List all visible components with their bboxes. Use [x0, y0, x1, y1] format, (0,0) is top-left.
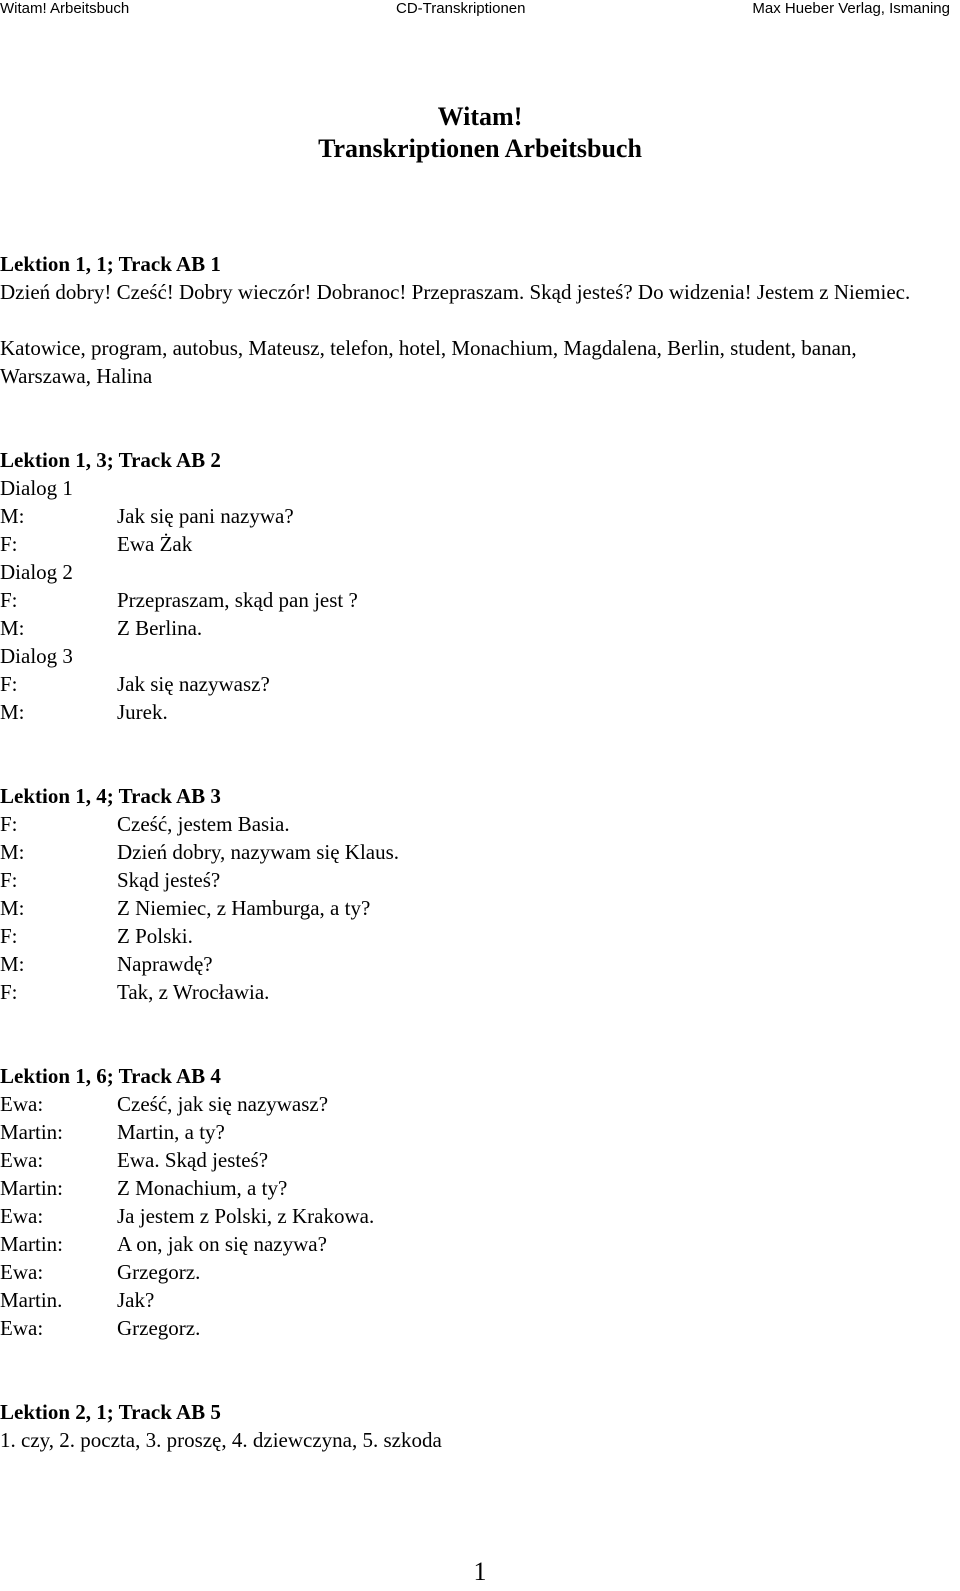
speaker-label: F: [0, 532, 18, 556]
dialog-line [0, 1314, 948, 1342]
speaker-label: Ewa: [0, 1260, 44, 1284]
paragraph-greetings: Dzień dobry! Cześć! Dobry wieczór! Dobranoc! Przepraszam. Skąd jesteś? Do widzenia! Jestem z Niemiec. [0, 280, 911, 304]
running-header [0, 0, 960, 18]
dialog-line [0, 1202, 948, 1230]
section-heading: Lektion 2, 1; Track AB 5 [0, 1400, 221, 1424]
dialog-text: Skąd jesteś? [117, 868, 221, 892]
dialog-line [0, 1230, 948, 1258]
dialog-text: Ewa Żak [117, 532, 193, 556]
dialog-line [0, 586, 948, 614]
dialog-text: Z Polski. [117, 924, 193, 948]
dialog-line [0, 614, 948, 642]
dialog-text: Grzegorz. [117, 1260, 201, 1284]
dialog-line [0, 1090, 948, 1118]
speaker-label: Martin. [0, 1288, 63, 1312]
paragraph-words: Katowice, program, autobus, Mateusz, telefon, hotel, Monachium, Magdalena, Berlin, student, banan, Warszawa, Halina [0, 336, 857, 388]
document-title [0, 101, 960, 165]
section-gap [0, 390, 948, 446]
speaker-label: Martin: [0, 1176, 63, 1200]
dialog-text: Jak się nazywasz? [117, 672, 270, 696]
dialog-text: Tak, z Wrocławia. [117, 980, 270, 1004]
dialog-text: Dzień dobry, nazywam się Klaus. [117, 840, 400, 864]
section-heading: Lektion 1, 1; Track AB 1 [0, 252, 221, 276]
section-gap [0, 1342, 948, 1398]
section-lektion-1-1 [0, 250, 948, 390]
dialog-text: Naprawdę? [117, 952, 213, 976]
speaker-label: Martin: [0, 1232, 63, 1256]
dialog-text: Ewa. Skąd jesteś? [117, 1148, 269, 1172]
transcript-content [0, 250, 948, 1454]
speaker-label: M: [0, 952, 25, 976]
dialog-line [0, 894, 948, 922]
dialog-text: Martin, a ty? [117, 1120, 225, 1144]
word-list: 1. czy, 2. poczta, 3. proszę, 4. dziewczyna, 5. szkoda [0, 1428, 442, 1452]
dialog-line [0, 698, 948, 726]
speaker-label: F: [0, 672, 18, 696]
dialog-text: Z Berlina. [117, 616, 203, 640]
dialog-text: Jak? [117, 1288, 155, 1312]
dialog-line [0, 670, 948, 698]
dialog-text: Z Niemiec, z Hamburga, a ty? [117, 896, 371, 920]
dialog-line [0, 1258, 948, 1286]
dialog-line [0, 1118, 948, 1146]
speaker-label: F: [0, 980, 18, 1004]
page-number: 1 [473, 1557, 487, 1586]
dialog-line [0, 530, 948, 558]
speaker-label: Martin: [0, 1120, 63, 1144]
section-lektion-1-6 [0, 1062, 948, 1342]
speaker-label: M: [0, 616, 25, 640]
dialog-label: Dialog 2 [0, 560, 73, 584]
speaker-label: F: [0, 588, 18, 612]
dialog-text: Jurek. [117, 700, 168, 724]
paragraph-gap [0, 306, 948, 334]
dialog-text: A on, jak on się nazywa? [117, 1232, 327, 1256]
title-line-1: Witam! [437, 102, 523, 131]
dialog-line [0, 502, 948, 530]
dialog-line [0, 866, 948, 894]
speaker-label: Ewa: [0, 1148, 44, 1172]
section-heading: Lektion 1, 3; Track AB 2 [0, 448, 221, 472]
speaker-label: Ewa: [0, 1316, 44, 1340]
speaker-label: M: [0, 504, 25, 528]
dialog-line [0, 950, 948, 978]
section-lektion-1-3 [0, 446, 948, 726]
dialog-label: Dialog 1 [0, 476, 73, 500]
dialog-text: Cześć, jak się nazywasz? [117, 1092, 329, 1116]
dialog-line [0, 810, 948, 838]
section-lektion-2-1 [0, 1398, 948, 1454]
dialog-line [0, 1146, 948, 1174]
dialog-line [0, 922, 948, 950]
header-section-title: CD-Transkriptionen [396, 0, 526, 17]
speaker-label: Ewa: [0, 1204, 44, 1228]
header-book-title: Witam! Arbeitsbuch [0, 0, 130, 17]
speaker-label: F: [0, 812, 18, 836]
dialog-line [0, 978, 948, 1006]
dialog-label: Dialog 3 [0, 644, 73, 668]
section-heading: Lektion 1, 4; Track AB 3 [0, 784, 221, 808]
dialog-line [0, 1174, 948, 1202]
speaker-label: M: [0, 896, 25, 920]
section-gap [0, 1006, 948, 1062]
dialog-text: Przepraszam, skąd pan jest ? [117, 588, 358, 612]
section-gap [0, 726, 948, 782]
dialog-text: Jak się pani nazywa? [117, 504, 294, 528]
header-publisher: Max Hueber Verlag, Ismaning [752, 0, 950, 17]
speaker-label: M: [0, 700, 25, 724]
dialog-text: Grzegorz. [117, 1316, 201, 1340]
title-line-2: Transkriptionen Arbeitsbuch [318, 134, 642, 163]
dialog-text: Ja jestem z Polski, z Krakowa. [117, 1204, 375, 1228]
dialog-text: Cześć, jestem Basia. [117, 812, 290, 836]
speaker-label: Ewa: [0, 1092, 44, 1116]
dialog-text: Z Monachium, a ty? [117, 1176, 288, 1200]
speaker-label: M: [0, 840, 25, 864]
speaker-label: F: [0, 924, 18, 948]
dialog-line [0, 838, 948, 866]
section-heading: Lektion 1, 6; Track AB 4 [0, 1064, 221, 1088]
section-lektion-1-4 [0, 782, 948, 1006]
speaker-label: F: [0, 868, 18, 892]
dialog-line [0, 1286, 948, 1314]
